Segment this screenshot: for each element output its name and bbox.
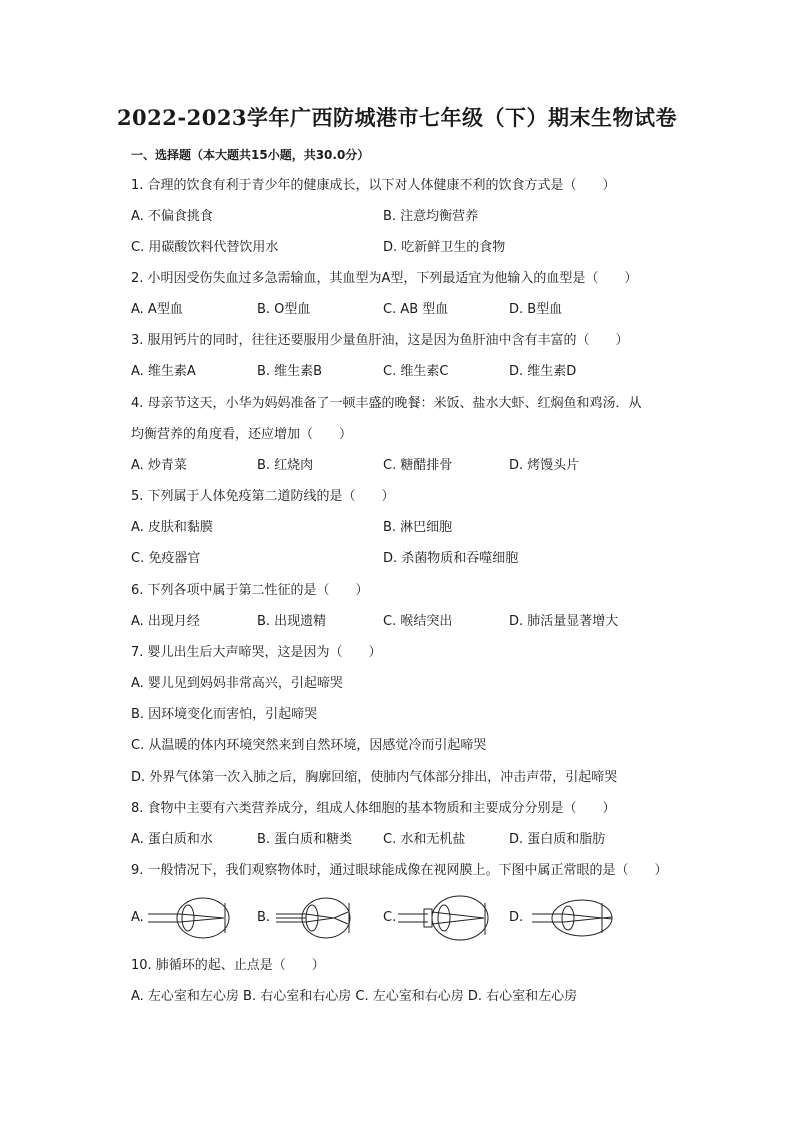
question-6-stem: 6. 下列各项中属于第二性征的是（ ）: [131, 583, 369, 598]
question-4-stem-line-1: 4. 母亲节这天，小华为妈妈准备了一顿丰盛的晚餐：米饭、盐水大虾、红焖鱼和鸡汤．从: [131, 396, 642, 411]
q2-option-d: D. B型血: [509, 302, 563, 317]
q9-option-a: A.: [131, 910, 144, 925]
q5-option-d: D. 杀菌物质和吞噬细胞: [383, 551, 519, 566]
q6-option-b: B. 出现遗精: [257, 614, 327, 629]
q7-option-a: A. 婴儿见到妈妈非常高兴，引起啼哭: [131, 676, 343, 691]
q5-option-c: C. 免疫器官: [131, 551, 201, 566]
q5-option-a: A. 皮肤和黏膜: [131, 520, 213, 535]
q1-option-c: C. 用碳酸饮料代替饮用水: [131, 240, 279, 255]
section-heading: 一、选择题（本大题共15小题，共30.0分）: [131, 148, 370, 162]
q7-option-b: B. 因环境变化而害怕，引起啼哭: [131, 707, 318, 722]
eye-diagram-d: [532, 897, 616, 943]
q6-option-d: D. 肺活量显著增大: [509, 614, 619, 629]
question-3-stem: 3. 服用钙片的同时，往往还要服用少量鱼肝油，这是因为鱼肝油中含有丰富的（ ）: [131, 333, 629, 348]
q10-options: A. 左心室和左心房 B. 右心室和右心房 C. 左心室和右心房 D. 右心室和左心房: [131, 989, 578, 1004]
q6-option-c: C. 喉结突出: [383, 614, 453, 629]
eye-diagram-c: [398, 895, 490, 945]
q6-option-a: A. 出现月经: [131, 614, 200, 629]
exam-title: 2022-2023学年广西防城港市七年级（下）期末生物试卷: [116, 105, 678, 130]
q8-option-b: B. 蛋白质和糖类: [257, 832, 353, 847]
q3-option-d: D. 维生素D: [509, 364, 577, 379]
q1-option-b: B. 注意均衡营养: [383, 209, 479, 224]
q4-option-b: B. 红烧肉: [257, 458, 314, 473]
q5-option-b: B. 淋巴细胞: [383, 520, 453, 535]
q9-option-c: C.: [383, 910, 397, 925]
q7-option-d: D. 外界气体第一次入肺之后，胸廓回缩，使肺内气体部分排出，冲击声带，引起啼哭: [131, 770, 618, 785]
question-1-stem: 1. 合理的饮食有利于青少年的健康成长，以下对人体健康不利的饮食方式是（ ）: [131, 178, 616, 193]
question-2-stem: 2. 小明因受伤失血过多急需输血，其血型为A型，下列最适宜为他输入的血型是（ ）: [131, 271, 638, 286]
q2-option-a: A. A型血: [131, 302, 183, 317]
q1-option-d: D. 吃新鲜卫生的食物: [383, 240, 506, 255]
eye-diagram-b: [276, 897, 354, 943]
question-4-stem-line-2: 均衡营养的角度看，还应增加（ ）: [131, 427, 353, 442]
q2-option-c: C. AB 型血: [383, 302, 449, 317]
q9-option-b: B.: [257, 910, 271, 925]
q3-option-b: B. 维生素B: [257, 364, 323, 379]
eye-diagram-a: [148, 897, 230, 943]
question-10-stem: 10. 肺循环的起、止点是（ ）: [131, 958, 325, 973]
question-5-stem: 5. 下列属于人体免疫第二道防线的是（ ）: [131, 489, 395, 504]
q9-option-d: D.: [509, 910, 524, 925]
q4-option-a: A. 炒青菜: [131, 458, 187, 473]
q2-option-b: B. O型血: [257, 302, 311, 317]
q7-option-c: C. 从温暖的体内环境突然来到自然环境，因感觉冷而引起啼哭: [131, 738, 487, 753]
q3-option-c: C. 维生素C: [383, 364, 449, 379]
q8-option-a: A. 蛋白质和水: [131, 832, 213, 847]
q8-option-d: D. 蛋白质和脂肪: [509, 832, 606, 847]
q4-option-c: C. 糖醋排骨: [383, 458, 453, 473]
question-8-stem: 8. 食物中主要有六类营养成分，组成人体细胞的基本物质和主要成分分别是（ ）: [131, 801, 616, 816]
q4-option-d: D. 烤馒头片: [509, 458, 580, 473]
q8-option-c: C. 水和无机盐: [383, 832, 466, 847]
question-9-stem: 9. 一般情况下，我们观察物体时，通过眼球能成像在视网膜上。下图中属正常眼的是（ ）: [131, 863, 668, 878]
q1-option-a: A. 不偏食挑食: [131, 209, 213, 224]
q3-option-a: A. 维生素A: [131, 364, 196, 379]
question-7-stem: 7. 婴儿出生后大声啼哭，这是因为（ ）: [131, 645, 382, 660]
